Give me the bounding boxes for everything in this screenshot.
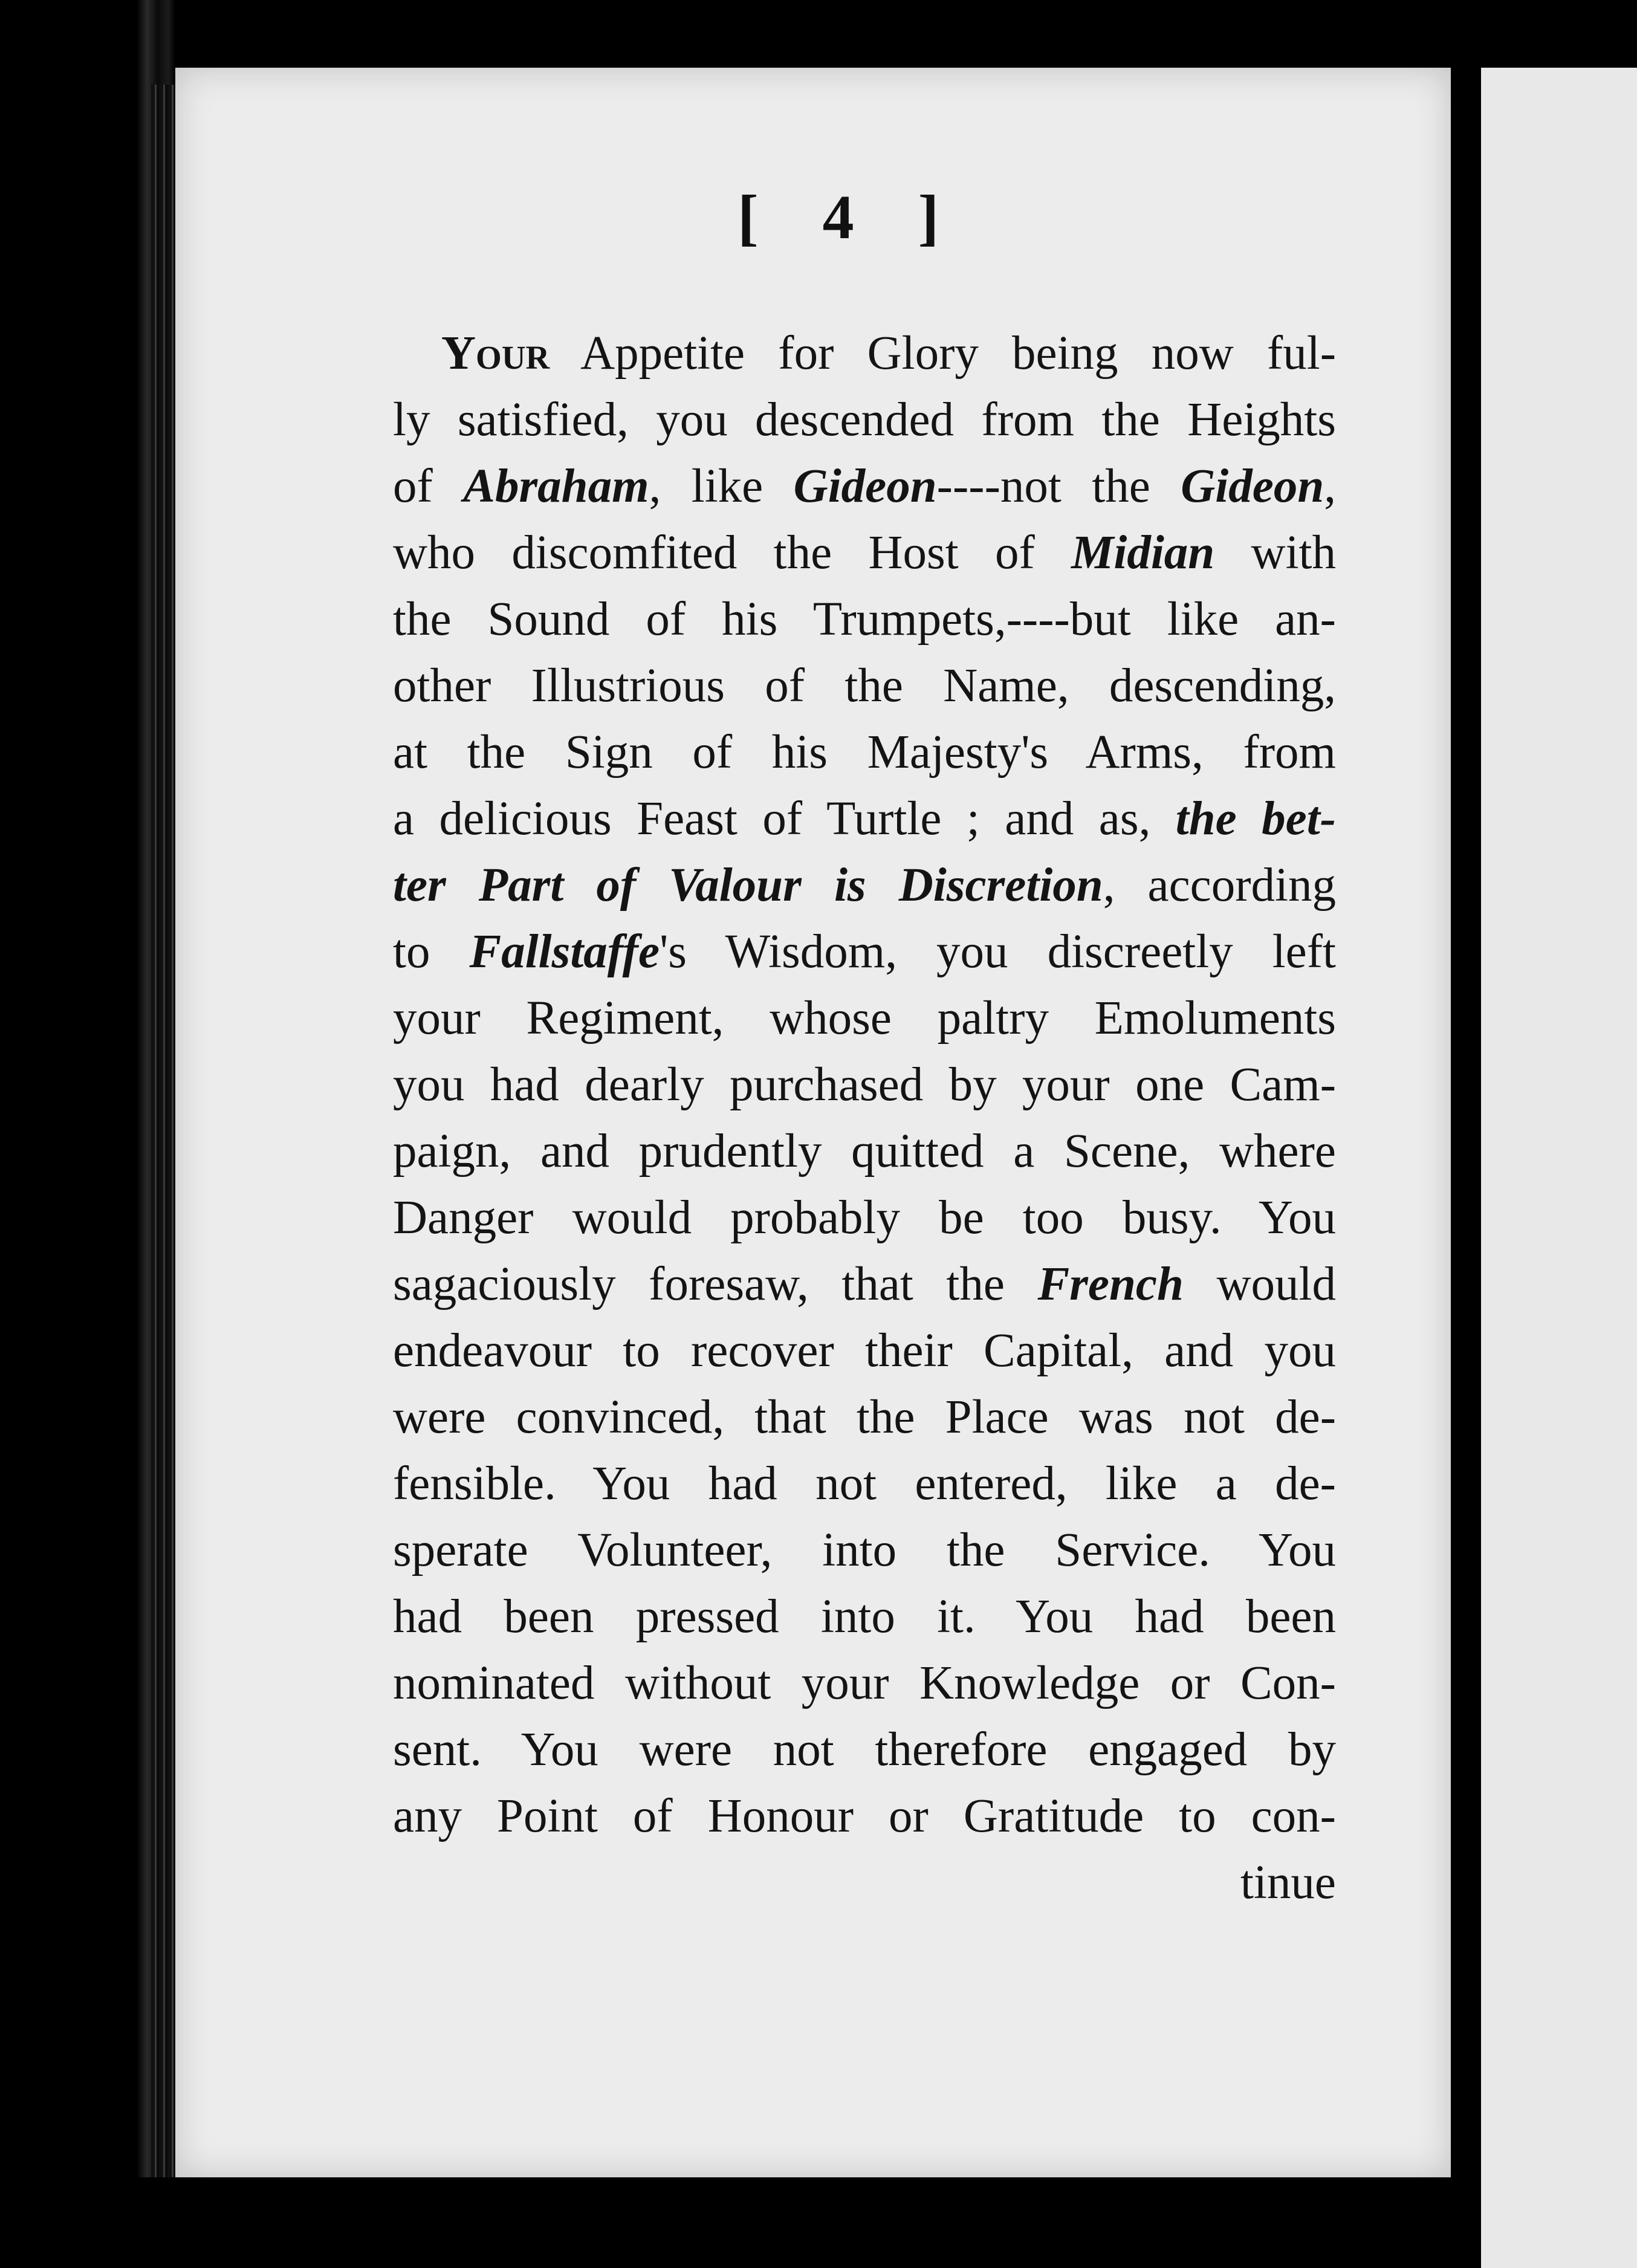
text-line-5: the Sound of his Trumpets,----but like an-: [393, 593, 1336, 646]
text-line-18: fensible. You had not entered, like a de-: [393, 1457, 1336, 1510]
catchword: tinue: [1240, 1856, 1336, 1909]
text-line-1: Your Appetite for Glory being now ful-: [441, 327, 1336, 380]
text-line-20: had been pressed into it. You had been: [393, 1590, 1336, 1643]
text-line-17: were convinced, that the Place was not de-: [393, 1391, 1336, 1443]
text-line-9: ter Part of Valour is Discretion, according: [393, 859, 1336, 912]
text-line-23: any Point of Honour or Gratitude to con-: [393, 1790, 1336, 1842]
text-line-15: sagaciously foresaw, that the French would: [393, 1258, 1336, 1311]
book-spine-shadow: [0, 0, 175, 2268]
text-line-8: a delicious Feast of Turtle ; and as, the bet-: [393, 792, 1336, 845]
text-line-4: who discomfited the Host of Midian with: [393, 526, 1336, 579]
bottom-shadow: [0, 2177, 1481, 2268]
text-line-16: endeavour to recover their Capital, and you: [393, 1324, 1336, 1377]
body-text: [393, 320, 1336, 1916]
text-line-14: Danger would probably be too busy. You: [393, 1191, 1336, 1244]
text-line-19: sperate Volunteer, into the Service. You: [393, 1524, 1336, 1576]
facing-page-edge: [1481, 68, 1637, 2268]
text-line-3: of Abraham, like Gideon----not the Gideon,: [393, 460, 1336, 513]
text-line-11: your Regiment, whose paltry Emoluments: [393, 992, 1336, 1045]
text-line-7: at the Sign of his Majesty's Arms, from: [393, 726, 1336, 779]
text-line-12: you had dearly purchased by your one Cam-: [393, 1058, 1336, 1111]
text-line-13: paign, and prudently quitted a Scene, where: [393, 1125, 1336, 1178]
text-line-2: ly satisfied, you descended from the Heights: [393, 394, 1336, 446]
text-line-10: to Fallstaffe's Wisdom, you discreetly left: [393, 925, 1337, 978]
page-number: [ 4 ]: [737, 183, 964, 252]
text-line-22: sent. You were not therefore engaged by: [393, 1723, 1336, 1776]
book-gutter: [1451, 0, 1481, 2268]
text-line-21: nominated without your Knowledge or Con-: [393, 1657, 1336, 1709]
text-line-6: other Illustrious of the Name, descending,: [393, 659, 1336, 712]
